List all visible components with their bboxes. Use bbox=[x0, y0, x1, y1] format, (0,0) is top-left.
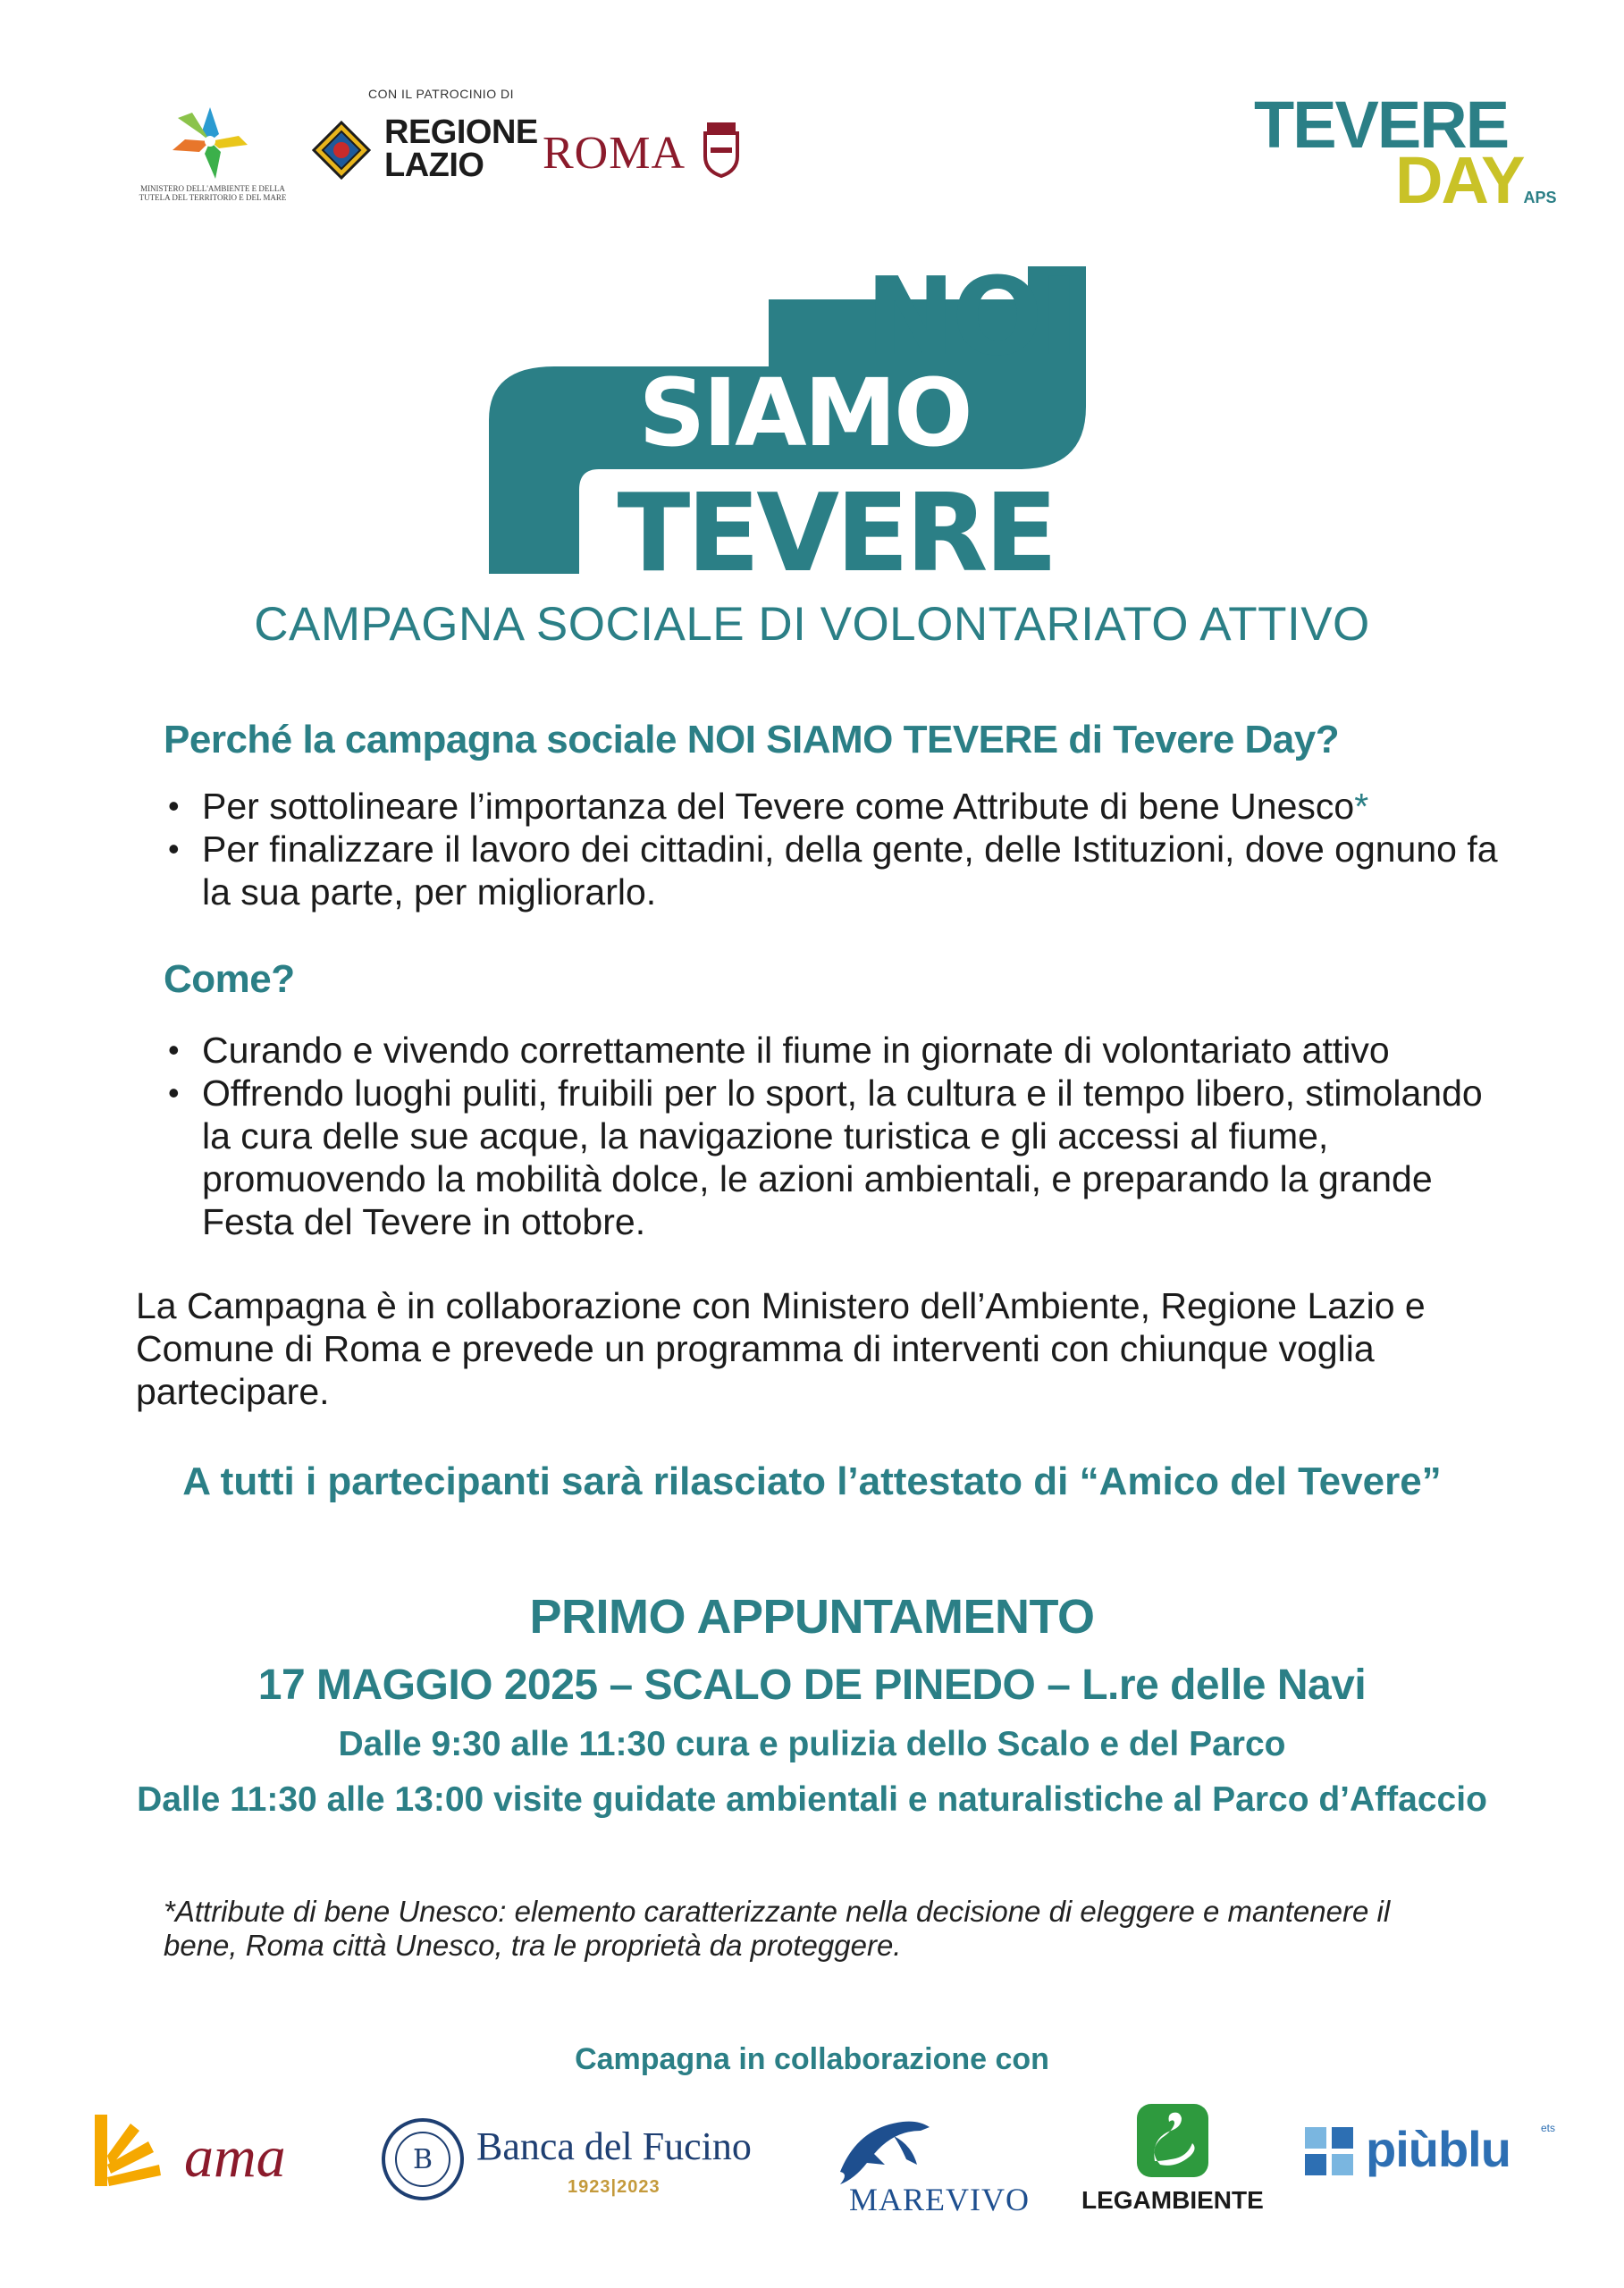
certificate-note: A tutti i partecipanti sarà rilasciato l’attestato di “Amico del Tevere” bbox=[182, 1459, 1442, 1503]
ministry-name: MINISTERO DELL'AMBIENTE E DELLA TUTELA DEL TERRITORIO E DEL MARE bbox=[139, 184, 287, 202]
ama-logo bbox=[89, 2111, 322, 2200]
svg-text:B: B bbox=[412, 2144, 433, 2175]
why-bullet-2 bbox=[164, 828, 1504, 913]
legambiente-logo bbox=[1081, 2102, 1269, 2218]
piublu-logo bbox=[1303, 2120, 1562, 2191]
hero-tevere-text: TEVERE bbox=[617, 472, 1055, 596]
footnote-line1: *Attribute di bene Unesco: elemento caratterizzante nella decisione di eleggere e mantenere il bbox=[164, 1895, 1391, 1928]
collaboration-line3: partecipare. bbox=[136, 1371, 330, 1412]
piublu-ets: ets bbox=[1541, 2122, 1556, 2134]
legambiente-label: LEGAMBIENTE bbox=[1081, 2186, 1264, 2214]
why-bullet-2-line1: • Per finalizzare il lavoro dei cittadini, della gente, delle Istituzioni, dove ognuno fa bbox=[202, 829, 1498, 870]
swan-icon bbox=[1135, 2102, 1210, 2179]
ama-label: ama bbox=[184, 2124, 286, 2190]
event-date-place: 17 MAGGIO 2025 – SCALO DE PINEDO – L.re delle Navi bbox=[257, 1661, 1367, 1709]
tevere-day-line1: TEVERE bbox=[1254, 88, 1509, 162]
why-bullet-1 bbox=[164, 785, 1504, 828]
banca-fucino-label: Banca del Fucino bbox=[476, 2124, 752, 2168]
event-slot-2: Dalle 11:30 alle 13:00 visite guidate ambientali e naturalistiche al Parco d’Affaccio bbox=[137, 1780, 1487, 1819]
why-list bbox=[164, 785, 1504, 913]
hero-siamo-text: SIAMO bbox=[638, 358, 971, 467]
collaboration-line1: La Campagna è in collaborazione con Ministero dell’Ambiente, Regione Lazio e bbox=[136, 1285, 1426, 1326]
footnote-line2: bene, Roma città Unesco, tra le proprietà da proteggere. bbox=[164, 1929, 902, 1962]
how-bullet-1: • Curando e vivendo correttamente il fiume in giornate di volontariato attivo bbox=[164, 1029, 1504, 1072]
how-bullet-2-line1: • Offrendo luoghi puliti, fruibili per lo sport, la cultura e il tempo libero, stimolando bbox=[202, 1072, 1483, 1114]
dolphin-icon bbox=[831, 2109, 947, 2190]
regione-lazio-line2: LAZIO bbox=[384, 147, 484, 184]
noi-siamo-tevere-logo bbox=[0, 0, 1624, 626]
roma-label: ROMA bbox=[543, 128, 686, 179]
marevivo-logo bbox=[822, 2109, 1046, 2216]
collaboration-line2: Comune di Roma e prevede un programma di interventi con chiunque voglia bbox=[136, 1328, 1375, 1369]
why-heading: Perché la campagna sociale NOI SIAMO TEVERE di Tevere Day? bbox=[164, 718, 1340, 761]
banca-fucino-logo bbox=[380, 2116, 791, 2215]
marevivo-label: MAREVIVO bbox=[849, 2182, 1030, 2217]
ama-hand-icon bbox=[89, 2111, 170, 2191]
piublu-cross-icon bbox=[1303, 2125, 1357, 2179]
partners-heading: Campagna in collaborazione con bbox=[575, 2042, 1049, 2076]
how-bullet-2-line3: promuovendo la mobilità dolce, le azioni ambientali, e preparando la grande bbox=[202, 1158, 1433, 1199]
event-slot-1: Dalle 9:30 alle 11:30 cura e pulizia dello Scalo e del Parco bbox=[338, 1725, 1286, 1763]
banca-fucino-years: 1923|2023 bbox=[568, 2177, 661, 2197]
hero-noi-text: NOI bbox=[865, 256, 1076, 380]
how-list bbox=[164, 1029, 1504, 1243]
how-heading: Come? bbox=[164, 957, 295, 1001]
patronage-label: CON IL PATROCINIO DI bbox=[368, 87, 514, 101]
piublu-label: piùblu bbox=[1366, 2121, 1510, 2177]
collaboration-paragraph bbox=[136, 1284, 1530, 1413]
tevere-day-aps: APS bbox=[1523, 189, 1557, 206]
why-bullet-2-line2: la sua parte, per migliorarlo. bbox=[202, 871, 657, 913]
unesco-star: * bbox=[1354, 786, 1369, 827]
why-bullet-1-text: Per sottolineare l’importanza del Tevere come Attribute di bene Unesco bbox=[202, 786, 1355, 827]
how-bullet-2-line2: la cura delle sue acque, la navigazione turistica e gli accessi al fiume, bbox=[202, 1115, 1329, 1157]
how-bullet-2-line4: Festa del Tevere in ottobre. bbox=[202, 1201, 646, 1242]
banca-seal-icon bbox=[380, 2116, 466, 2202]
tevere-day-line2: DAY bbox=[1395, 143, 1524, 217]
how-bullet-2 bbox=[164, 1072, 1504, 1243]
event-title: PRIMO APPUNTAMENTO bbox=[529, 1590, 1095, 1644]
regione-lazio-line1: REGIONE bbox=[384, 114, 538, 151]
campaign-subtitle: CAMPAGNA SOCIALE DI VOLONTARIATO ATTIVO bbox=[254, 598, 1370, 651]
unesco-footnote bbox=[164, 1895, 1460, 1963]
